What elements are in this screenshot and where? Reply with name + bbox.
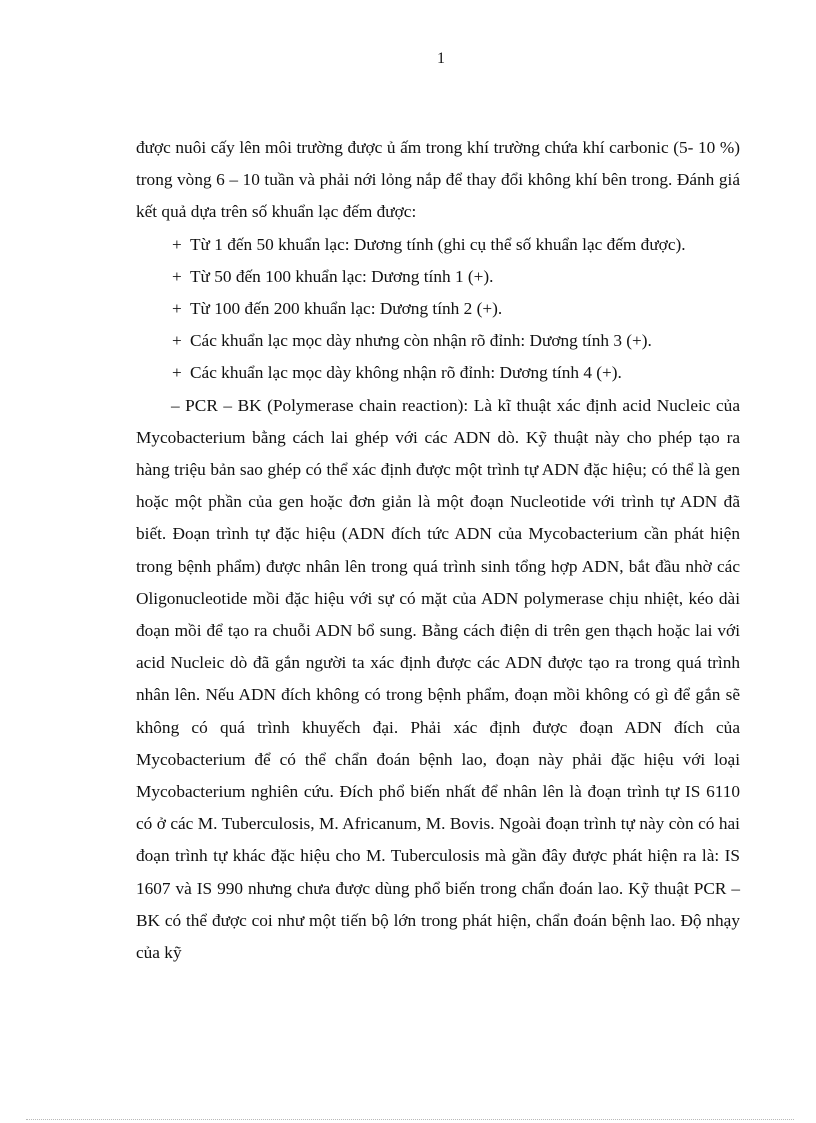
plus-icon: + (172, 299, 182, 319)
document-body (136, 132, 740, 969)
bullet-text: Các khuẩn lạc mọc dày nhưng còn nhận rõ đỉnh: Dương tính 3 (+). (190, 331, 652, 351)
bullet-text: Các khuẩn lạc mọc dày không nhận rõ đỉnh: Dương tính 4 (+). (190, 363, 622, 383)
plus-icon: + (172, 266, 182, 286)
page-bottom-divider (26, 1119, 794, 1120)
plus-icon: + (172, 363, 182, 383)
bullet-item (136, 325, 740, 357)
bullet-item (136, 229, 740, 261)
pcr-paragraph: – PCR – BK (Polymerase chain reaction): Là kĩ thuật xác định acid Nucleic của Mycobacterium bằng cách lai ghép với các ADN dò. Kỹ thuật này cho phép tạo ra hàng triệu bản sao ghép có thể xác định được một trình tự ADN đặc hiệu; có thể là gen hoặc một phần của gen hoặc đơn giản là một đoạn Nucleotide với trình tự ADN đã biết. Đoạn trình tự đặc hiệu (ADN đích tức ADN của Mycobacterium cần phát hiện trong bệnh phẩm) được nhân lên trong quá trình sinh tổng hợp ADN, bắt đầu nhờ các Oligonucleotide mồi đặc hiệu với sự có mặt của ADN polymerase chịu nhiệt, kéo dài đoạn mồi để tạo ra chuỗi ADN bổ sung. Bằng cách điện di trên gen thạch hoặc lai với acid Nucleic dò đã gắn người ta xác định được các ADN được tạo ra trong quá trình nhân lên. Nếu ADN đích không có trong bệnh phẩm, đoạn mồi không có gì để gắn sẽ không có quá trình khuyếch đại. Phải xác định được đoạn ADN đích của Mycobacterium để có thể chẩn đoán bệnh lao, đoạn này phải đặc hiệu với loại Mycobacterium nghiên cứu. Đích phổ biến nhất để nhân lên là đoạn trình tự IS 6110 có ở các M. Tuberculosis, M. Africanum, M. Bovis. Ngoài đoạn trình tự này còn có hai đoạn trình tự khác đặc hiệu cho M. Tuberculosis mà gần đây được phát hiện ra là: IS 1607 và IS 990 nhưng chưa được dùng phổ biến trong chẩn đoán lao. Kỹ thuật PCR – BK có thể được coi như một tiến bộ lớn trong phát hiện, chẩn đoán bệnh lao. Độ nhạy của kỹ (136, 395, 740, 963)
bullet-text: Từ 100 đến 200 khuẩn lạc: Dương tính 2 (+). (190, 299, 503, 319)
bullet-text: Từ 1 đến 50 khuẩn lạc: Dương tính (ghi cụ thể số khuẩn lạc đếm được). (190, 234, 686, 254)
bullet-item (136, 293, 740, 325)
intro-paragraph: được nuôi cấy lên môi trường được ủ ấm trong khí trường chứa khí carbonic (5- 10 %) trong vòng 6 – 10 tuần và phải nới lỏng nắp để thay đổi không khí bên trong. Đánh giá kết quả dựa trên số khuẩn lạc đếm được: (136, 138, 740, 222)
plus-icon: + (172, 234, 182, 254)
bullet-text: Từ 50 đến 100 khuẩn lạc: Dương tính 1 (+). (190, 266, 494, 286)
bullet-item (136, 357, 740, 389)
page-number: 1 (437, 50, 445, 67)
bullet-item (136, 261, 740, 293)
plus-icon: + (172, 331, 182, 351)
